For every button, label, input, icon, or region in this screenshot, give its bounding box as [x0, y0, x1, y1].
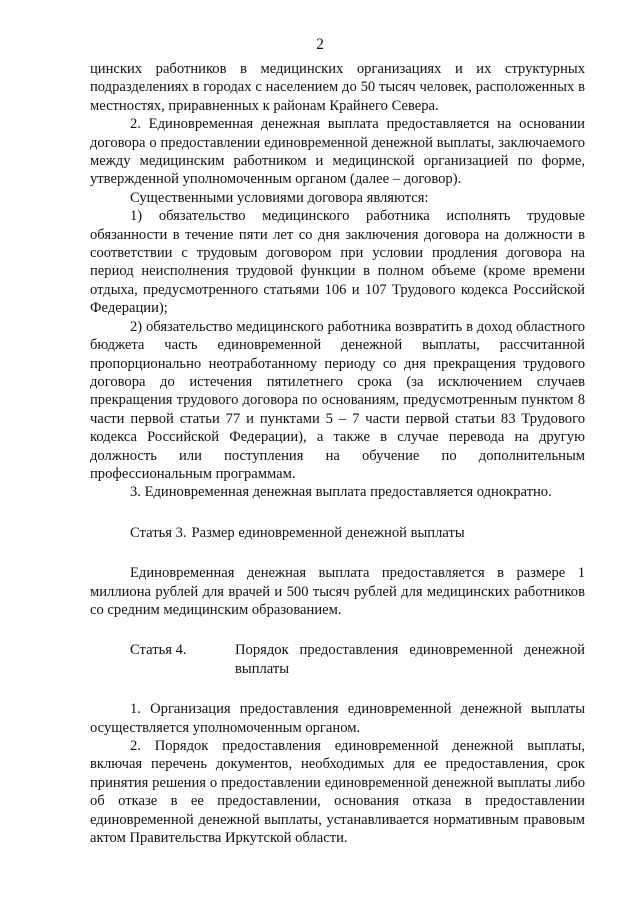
paragraph-continuation: цинских работников в медицинских организациях и их структурных подразделениях в городах с населением до 50 тысяч человек, расположенных в местностях, приравненных к районам Крайнего Севера.	[90, 61, 585, 114]
paragraph-contract-basis: 2. Единовременная денежная выплата предоставляется на основании договора о предоставлении единовременной денежной выплаты, заключаемого между медицинским работником и медицинской организацией по форме, утвержденной уполномоченным органом (далее – договор).	[90, 116, 585, 188]
article-4-title: Порядок предоставления единовременной денежной выплаты	[235, 642, 585, 677]
paragraph-obligation-1: 1) обязательство медицинского работника исполнять трудовые обязанности в течение пяти лет со дня заключения договора на должности в соответствии с трудовым договором при условии продления договора на период неисполнения трудовой функции в полном объеме (кроме времени отдыха, предусмотренного статьями 106 и 107 Трудового кодекса Российской Федерации);	[90, 208, 585, 317]
paragraph-essential-terms: Существенными условиями договора являются:	[130, 189, 429, 206]
article-4-label: Статья 4.	[130, 642, 187, 659]
article-3-heading	[90, 524, 585, 542]
article-4-heading	[90, 641, 585, 678]
article-3-label: Статья 3.	[130, 524, 187, 541]
paragraph-procedure: 2. Порядок предоставления единовременной денежной выплаты, включая перечень документов, необходимых для ее предоставления, срок принятия решения о предоставлении единовременной денежной выплаты либо об отказе в ее предоставлении, основания отказа в предоставлении единовременной денежной выплаты, устанавливается нормативным правовым актом Правительства Иркутской области.	[90, 738, 585, 847]
article-3-title: Размер единовременной денежной выплаты	[191, 524, 465, 541]
paragraph-obligation-2: 2) обязательство медицинского работника возвратить в доход областного бюджета часть единовременной денежной выплаты, рассчитанной пропорционально неотработанному периоду со дня прекращения трудового договора до истечения пятилетнего срока (за исключением случаев прекращения трудового договора по основаниям, предусмотренным пунктом 8 части первой статьи 77 и пунктами 5 – 7 части первой статьи 83 Трудового кодекса Российской Федерации), а также в случае перевода на другую должность или поступления на обучение по дополнительным профессиональным программам.	[90, 318, 585, 482]
paragraph-payment-amount: Единовременная денежная выплата предоставляется в размере 1 миллиона рублей для врачей и 500 тысяч рублей для медицинских работников со средним медицинским образованием.	[90, 565, 585, 618]
document-body	[90, 60, 585, 847]
page-number: 2	[316, 36, 324, 53]
paragraph-organization: 1. Организация предоставления единовременной денежной выплаты осуществляется уполномоченным органом.	[90, 701, 585, 736]
paragraph-one-time: 3. Единовременная денежная выплата предоставляется однократно.	[130, 484, 552, 501]
